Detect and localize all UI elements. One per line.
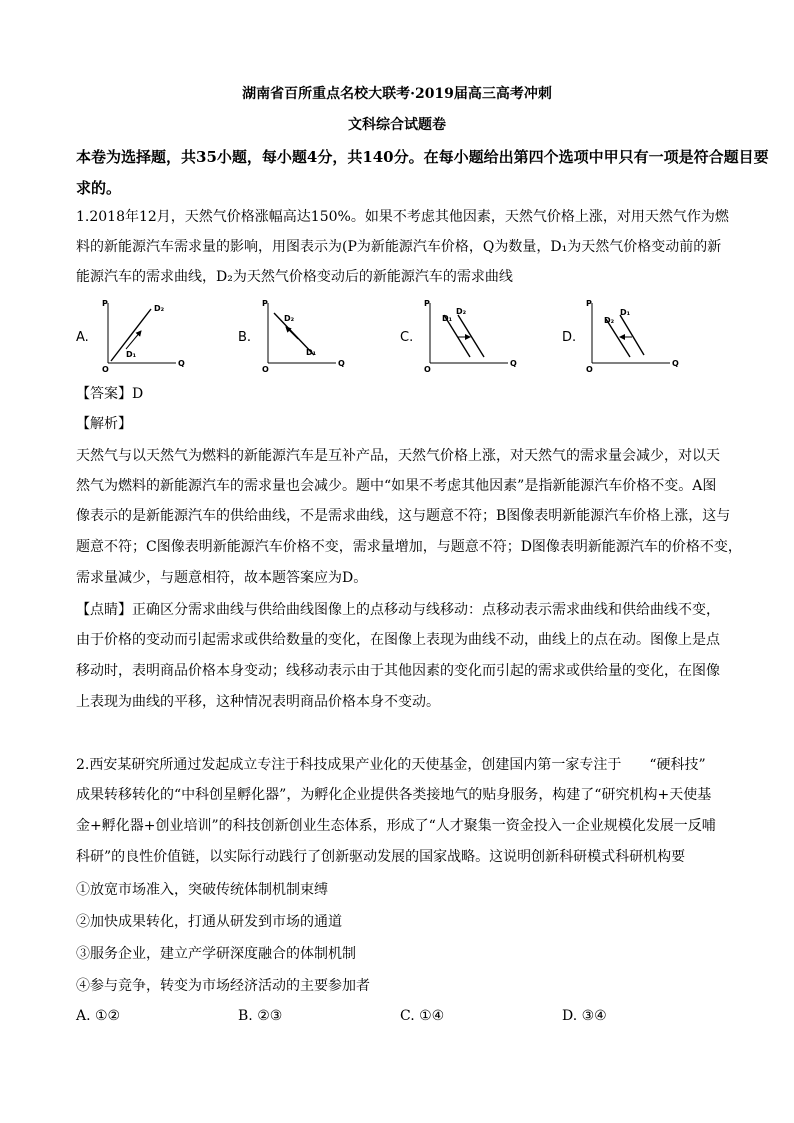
q1-tips-line-1: 【点睛】正确区分需求曲线与供给曲线图像上的点移动与线移动：点移动表示需求曲线和供给曲线不变， xyxy=(76,602,720,618)
p-label: P xyxy=(424,299,430,308)
origin-label: O xyxy=(102,365,109,374)
q1-stem-line-1: 1.2018年12月，天然气价格涨幅高达150%。如果不考虑其他因素，天然气价格上涨，对用天然气作为燃 xyxy=(76,209,729,225)
q1-option-c-label: C. xyxy=(400,330,414,345)
q-label: Q xyxy=(672,359,679,368)
q1-analysis-line-3: 像表示的是新能源汽车的供给曲线，不是需求曲线，这与题意不符；B图像表明新能源汽车价格上涨，这与 xyxy=(76,508,731,524)
movement-arrow xyxy=(286,327,298,339)
d1-label: D₁ xyxy=(442,314,453,323)
d1-curve xyxy=(620,315,644,355)
q1-analysis-label: 【解析】 xyxy=(76,416,132,432)
q1-option-d-label: D. xyxy=(562,330,577,345)
q1-option-a-graph xyxy=(96,295,196,375)
q1-stem-line-2: 料的新能源汽车需求量的影响，用图表示为(P为新能源汽车价格，Q为数量，D₁为天然气价格变动前的新 xyxy=(76,239,722,255)
q2-statement-1: ①放宽市场准入，突破传统体制机制束缚 xyxy=(76,882,328,898)
shift-arrow xyxy=(126,331,141,349)
q1-option-a-label: A. xyxy=(76,330,89,345)
d1-label: D₁ xyxy=(126,350,137,359)
q1-tips-line-4: 上表现为曲线的平移，这种情况表明商品价格本身不变动。 xyxy=(76,694,440,710)
d1-label: D₁ xyxy=(620,308,631,317)
p-label: P xyxy=(102,299,108,308)
q2-choice-b: B. ②③ xyxy=(238,1008,283,1024)
q1-analysis-line-2: 然气为燃料的新能源汽车的需求量也会减少。题中“如果不考虑其他因素”是指新能源汽车价格不变。A图 xyxy=(76,478,717,494)
exam-subtitle: 文科综合试题卷 xyxy=(348,117,446,133)
q1-option-c-graph xyxy=(418,295,528,375)
q2-stem-line-2: 成果转移转化的“中科创星孵化器”，为孵化企业提供各类接地气的贴身服务，构建了“研究机构+天使基 xyxy=(76,787,712,803)
q1-answer: 【答案】D xyxy=(76,386,144,402)
q-label: Q xyxy=(338,359,345,368)
exam-title: 湖南省百所重点名校大联考·2019届高三高考冲刺 xyxy=(242,86,552,102)
q2-choice-d: D. ③④ xyxy=(562,1008,607,1024)
instructions-line-2: 求的。 xyxy=(76,179,122,197)
d2-label: D₂ xyxy=(284,314,295,323)
q-label: Q xyxy=(178,359,185,368)
d2-curve xyxy=(458,315,484,357)
q2-choice-c: C. ①④ xyxy=(400,1008,445,1024)
q1-option-d-graph xyxy=(580,295,690,375)
q2-choice-a: A. ①② xyxy=(76,1008,121,1024)
origin-label: O xyxy=(262,365,269,374)
q1-option-b-graph xyxy=(256,295,356,375)
d1-label: D₁ xyxy=(306,348,317,357)
origin-label: O xyxy=(586,365,593,374)
q1-tips-line-2: 由于价格的变动而引起需求或供给数量的变化，在图像上表现为曲线不动，曲线上的点在动。图像上是点 xyxy=(76,632,720,648)
q2-statement-4: ④参与竞争，转变为市场经济活动的主要参加者 xyxy=(76,978,370,994)
q1-tips-line-3: 移动时，表明商品价格本身变动；线移动表示由于其他因素的变化而引起的需求或供给量的变化，在图像 xyxy=(76,663,720,679)
p-label: P xyxy=(262,299,268,308)
d2-label: D₂ xyxy=(456,307,467,316)
origin-label: O xyxy=(424,365,431,374)
q1-analysis-line-5: 需求量减少，与题意相符，故本题答案应为D。 xyxy=(76,570,368,586)
q-label: Q xyxy=(510,359,517,368)
p-label: P xyxy=(586,299,592,308)
q2-stem-line-4: 科研”的良性价值链，以实际行动践行了创新驱动发展的国家战略。这说明创新科研模式科研机构要 xyxy=(76,849,686,865)
q2-statement-3: ③服务企业，建立产学研深度融合的体制机制 xyxy=(76,946,356,962)
instructions-line-1: 本卷为选择题，共35小题，每小题4分，共140分。在每小题给出第四个选项中甲只有一项是符合题目要 xyxy=(76,148,769,166)
q2-statement-2: ②加快成果转化，打通从研发到市场的通道 xyxy=(76,914,342,930)
q1-analysis-line-1: 天然气与以天然气为燃料的新能源汽车是互补产品，天然气价格上涨，对天然气的需求量会减少，对以天 xyxy=(76,448,720,464)
q2-stem-line-1: 2.西安某研究所通过发起成立专注于科技成果产业化的天使基金，创建国内第一家专注于 “硬科技” xyxy=(76,757,706,773)
q1-stem-line-3: 能源汽车的需求曲线，D₂为天然气价格变动后的新能源汽车的需求曲线 xyxy=(76,269,513,285)
q1-analysis-line-4: 题意不符；C图像表明新能源汽车价格不变，需求量增加，与题意不符；D图像表明新能源汽车的价格不变， xyxy=(76,539,742,555)
q2-stem-line-3: 金+孵化器+创业培训”的科技创新创业生态体系，形成了“人才聚集一资金投入一企业规模化发展一反哺 xyxy=(76,818,716,834)
q1-option-b-label: B. xyxy=(238,330,252,345)
d2-label: D₂ xyxy=(154,304,165,313)
d2-label: D₂ xyxy=(604,316,615,325)
